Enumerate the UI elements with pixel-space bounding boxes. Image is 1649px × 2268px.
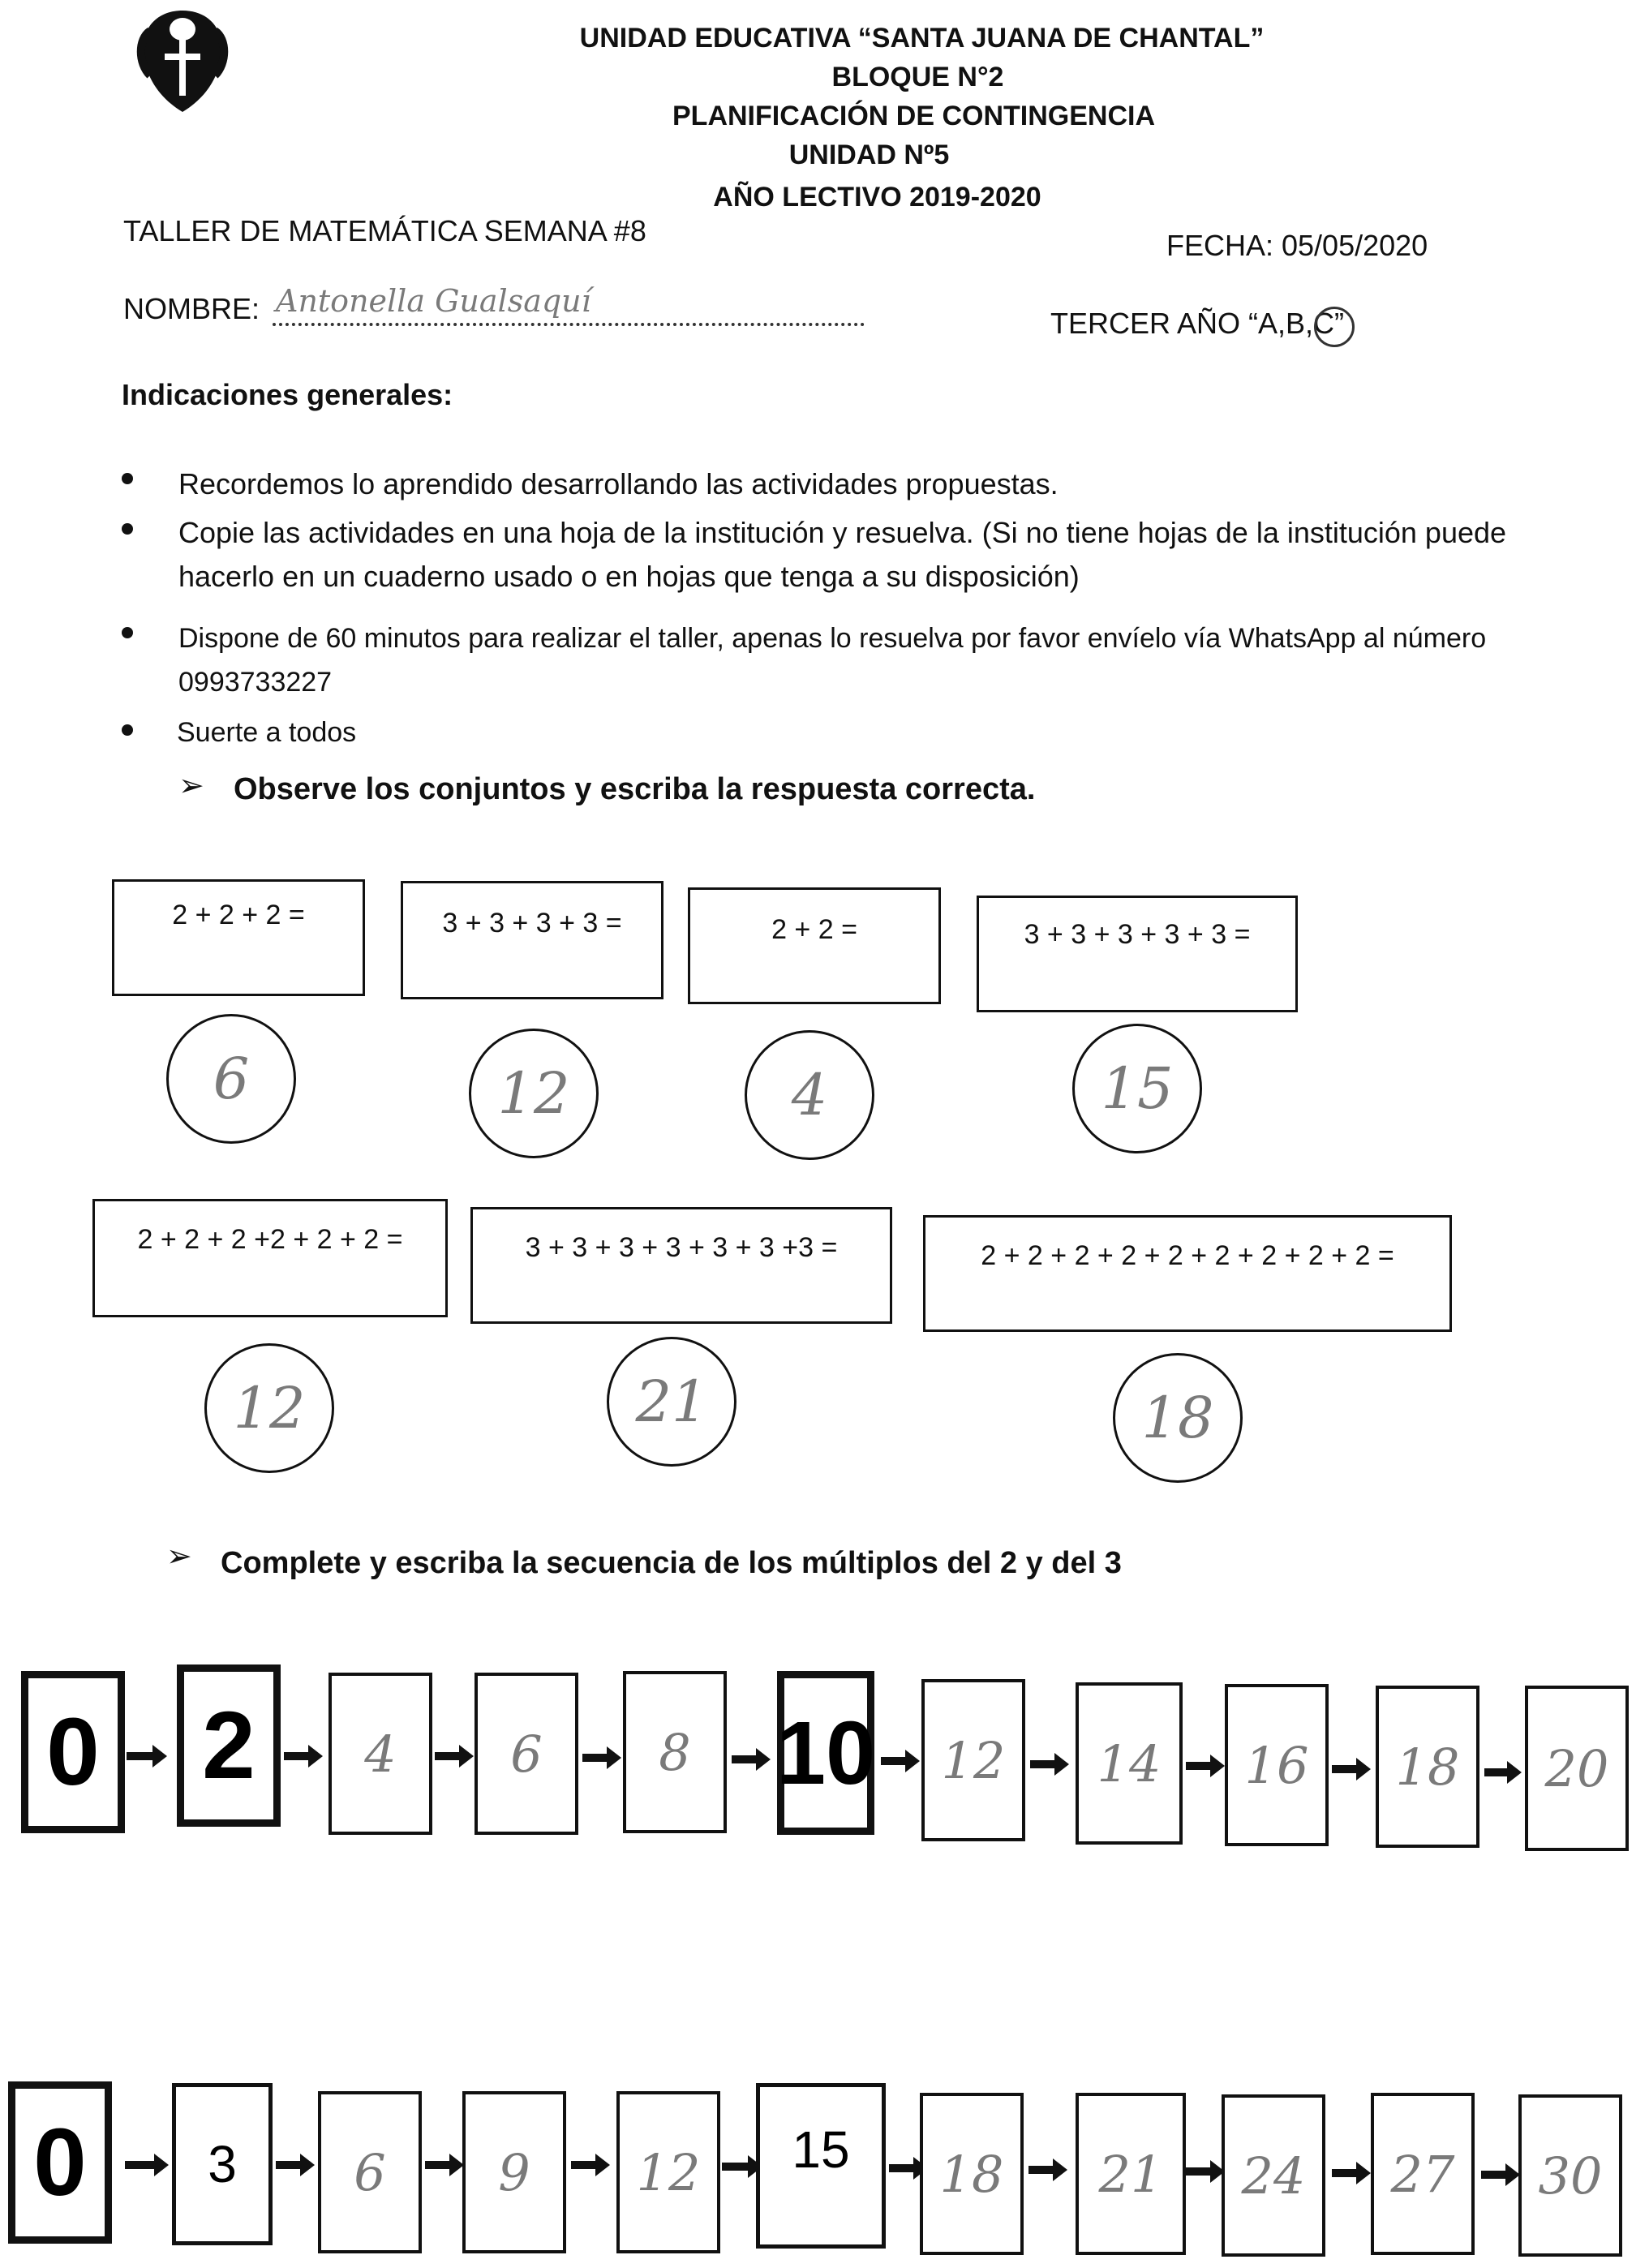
- sequence-box-given: [777, 1671, 874, 1835]
- sequence-box-given: [172, 2083, 273, 2245]
- arrow-right-icon: [276, 2161, 303, 2169]
- unit-number: UNIDAD Nº5: [788, 140, 950, 170]
- sequence-box-blank: [1525, 1686, 1629, 1851]
- sequence-box-given: [21, 1671, 125, 1833]
- exercise-box: [92, 1199, 448, 1317]
- exercise-box: [977, 896, 1298, 1012]
- sequence-box-blank: [475, 1673, 578, 1835]
- instruction-item: Dispone de 60 minutos para realizar el taller, apenas lo resuelva por favor envíelo vía WhatsApp al número 0993733227: [178, 623, 1487, 698]
- sequence-number: 2: [202, 1692, 256, 1799]
- school-year: AÑO LECTIVO 2019-2020: [713, 182, 1041, 213]
- exercise-expression: 2 + 2 + 2 + 2 + 2 + 2 + 2 + 2 + 2 =: [981, 1240, 1394, 1271]
- sequence-answer: 16: [1244, 1735, 1309, 1795]
- sequence-answer: 18: [1395, 1737, 1460, 1797]
- exercise-answer: 18: [1141, 1385, 1214, 1451]
- exercise-expression: 3 + 3 + 3 + 3 + 3 + 3 +3 =: [525, 1232, 838, 1263]
- sequence-answer: 20: [1544, 1738, 1609, 1798]
- sequence-answer: 6: [354, 2142, 386, 2202]
- arrow-right-icon: [125, 2161, 157, 2169]
- sequence-box-blank: [462, 2091, 566, 2253]
- arrow-right-icon: [1481, 2171, 1509, 2179]
- sequence-answer: 24: [1241, 2146, 1306, 2206]
- sequence-box-blank: [1222, 2094, 1325, 2257]
- arrow-right-icon: [722, 2163, 751, 2171]
- sequence-box-blank: [1371, 2093, 1475, 2255]
- sequence-answer: 12: [941, 1730, 1006, 1790]
- exercise-expression: 2 + 2 + 2 +2 + 2 + 2 =: [137, 1224, 403, 1255]
- arrow-right-icon: [1332, 1765, 1359, 1773]
- sequence-box-given: [8, 2081, 112, 2244]
- bullet: [122, 473, 133, 484]
- arrow-bullet-icon: ➢: [166, 1540, 192, 1574]
- exercise-box: [688, 887, 941, 1004]
- sequence-box-blank: [1076, 1682, 1183, 1845]
- answer-circle: [204, 1343, 334, 1473]
- exercise-expression: 2 + 2 =: [771, 914, 857, 945]
- sequence-answer: 12: [636, 2142, 701, 2202]
- sequence-box-blank: [616, 2091, 720, 2253]
- answer-circle: [1113, 1353, 1243, 1483]
- sequence-answer: 9: [498, 2142, 530, 2202]
- sequence-box-blank: [318, 2091, 422, 2253]
- exercise-expression: 2 + 2 + 2 =: [172, 900, 305, 930]
- sequence-box-blank: [921, 1679, 1025, 1841]
- sequence-box-given: [756, 2083, 886, 2249]
- sequence-answer: 30: [1538, 2146, 1603, 2206]
- sequence-box-given: [177, 1664, 281, 1827]
- arrow-right-icon: [582, 1754, 610, 1762]
- sequence-box-blank: [920, 2093, 1024, 2255]
- plan-title: PLANIFICACIÓN DE CONTINGENCIA: [672, 101, 1155, 131]
- exercise-box: [470, 1207, 892, 1324]
- answer-circle: [166, 1014, 296, 1144]
- sequence-box-blank: [1518, 2094, 1622, 2257]
- arrow-right-icon: [127, 1752, 156, 1760]
- bullet: [122, 627, 133, 638]
- sequence-number: 0: [46, 1699, 100, 1806]
- grade: TERCER AÑO “A,B,C”: [1050, 307, 1345, 340]
- bullet: [122, 724, 133, 736]
- instructions-title: Indicaciones generales:: [122, 378, 453, 411]
- arrow-right-icon: [1186, 2167, 1213, 2176]
- exercise-answer: 15: [1101, 1055, 1174, 1122]
- exercise-box: [112, 879, 365, 996]
- sequence-box-blank: [1076, 2093, 1186, 2255]
- arrow-right-icon: [425, 2161, 453, 2169]
- answer-circle: [745, 1030, 874, 1160]
- school-name: UNIDAD EDUCATIVA “SANTA JUANA DE CHANTAL”: [579, 23, 1265, 54]
- sequence-number: 15: [792, 2120, 850, 2179]
- instruction-item: Suerte a todos: [177, 717, 357, 748]
- answer-circle: [1072, 1024, 1202, 1153]
- section1-title: Observe los conjuntos y escriba la respuesta correcta.: [234, 772, 1036, 806]
- arrow-right-icon: [1028, 2166, 1056, 2174]
- sequence-box-blank: [1376, 1686, 1479, 1848]
- block-number: BLOQUE N°2: [831, 62, 1004, 92]
- sequence-number: 0: [33, 2109, 87, 2216]
- name-label: NOMBRE:: [123, 292, 260, 325]
- sequence-box-blank: [1225, 1684, 1329, 1846]
- exercise-answer: 4: [791, 1062, 828, 1128]
- name-line: [273, 323, 865, 326]
- sequence-answer: 14: [1097, 1733, 1162, 1793]
- exercise-expression: 3 + 3 + 3 + 3 =: [442, 908, 622, 939]
- exercise-box: [401, 881, 663, 999]
- answer-circle: [607, 1337, 736, 1467]
- arrow-right-icon: [1484, 1768, 1510, 1776]
- exercise-answer: 21: [635, 1368, 708, 1435]
- grade-circle-mark: [1314, 307, 1355, 347]
- exercise-answer: 6: [213, 1046, 250, 1112]
- sequence-answer: 18: [939, 2144, 1004, 2204]
- exercise-box: [923, 1215, 1452, 1332]
- sequence-answer: 4: [364, 1724, 397, 1784]
- arrow-right-icon: [732, 1755, 759, 1763]
- instruction-item: Recordemos lo aprendido desarrollando las actividades propuestas.: [178, 467, 1059, 500]
- exercise-answer: 12: [497, 1060, 570, 1127]
- arrow-right-icon: [1332, 2169, 1359, 2177]
- arrow-bullet-icon: ➢: [178, 769, 204, 803]
- exercise-answer: 12: [233, 1375, 306, 1441]
- arrow-right-icon: [881, 1757, 908, 1765]
- arrow-right-icon: [889, 2164, 917, 2172]
- bullet: [122, 523, 133, 535]
- answer-circle: [469, 1029, 599, 1158]
- exercise-expression: 3 + 3 + 3 + 3 + 3 =: [1024, 919, 1251, 950]
- sequence-number: 10: [775, 1703, 876, 1803]
- sequence-answer: 21: [1098, 2144, 1163, 2204]
- arrow-right-icon: [284, 1752, 311, 1760]
- sequence-answer: 6: [510, 1724, 543, 1784]
- student-name: Antonella Gualsaquí: [276, 283, 591, 319]
- arrow-right-icon: [571, 2161, 599, 2169]
- date: FECHA: 05/05/2020: [1166, 229, 1428, 262]
- arrow-right-icon: [435, 1752, 462, 1760]
- arrow-right-icon: [1030, 1760, 1058, 1768]
- instruction-item: Copie las actividades en una hoja de la institución y resuelva. (Si no tiene hojas de la institución puede hacerlo en un cuaderno usado o en hojas que tenga a su disposición): [178, 516, 1507, 593]
- sequence-answer: 27: [1390, 2144, 1455, 2204]
- sequence-number: 3: [208, 2135, 237, 2193]
- section2-title: Complete y escriba la secuencia de los múltiplos del 2 y del 3: [221, 1546, 1122, 1580]
- workshop-title: TALLER DE MATEMÁTICA SEMANA #8: [123, 214, 646, 247]
- sequence-box-blank: [329, 1673, 432, 1835]
- arrow-right-icon: [1186, 1762, 1213, 1770]
- sequence-answer: 8: [659, 1722, 691, 1782]
- sequence-box-blank: [623, 1671, 727, 1833]
